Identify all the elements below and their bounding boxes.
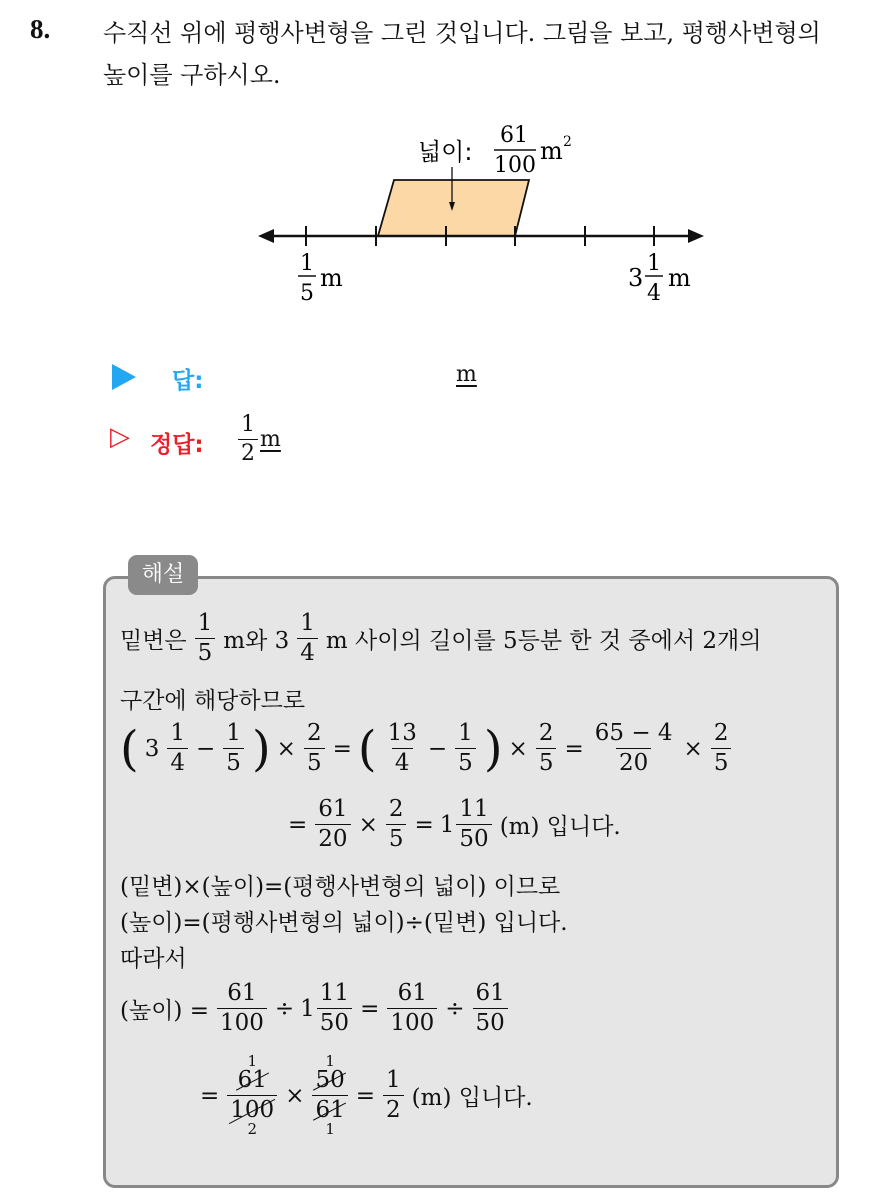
left-label-den: 5 xyxy=(300,281,314,306)
left-arrow xyxy=(258,229,274,243)
correct-value: $\frac{1}{2}$ m xyxy=(236,414,281,465)
left-label-unit: m xyxy=(320,264,343,292)
question-text-line2: 높이를 구하시오. xyxy=(103,61,281,89)
area-den: 100 xyxy=(494,153,536,178)
explanation-line-1: 밑변은 $\frac{1}{5}$ m와 3 $\frac{1}{4}$ m 사이의 길이를 5등분 한 것 중에서 2개의 xyxy=(120,610,762,666)
area-label: 넓이: xyxy=(418,138,473,166)
explanation-line-7: 따라서 xyxy=(120,946,187,972)
explanation-line-8: (높이) = $\frac{61}{100}$ ÷ 1 $\frac{11}{50}$ = $\frac{61}{100}$ ÷ $\frac{61}{50}$ xyxy=(120,982,510,1035)
correct-label: 정답: xyxy=(150,432,204,458)
answer-label: 답: xyxy=(172,368,204,394)
question-number: 8. xyxy=(30,14,51,44)
right-arrow xyxy=(688,229,704,243)
explanation-line-3: ( 3 $\frac{1}{4}$ − $\frac{1}{5}$ ) × $\frac{2}{5}$ = ( $\frac{13}{4}$ − $\frac{1}{5}$ ) × $\frac{2}{5}$ = $\frac{65 - 4}{20}$ × $\frac{2}{5}$ xyxy=(120,722,733,775)
area-num: 61 xyxy=(500,123,528,148)
answer-unit: m xyxy=(456,362,477,387)
explanation-tag: 해설 xyxy=(128,555,198,595)
right-label-whole: 3 xyxy=(628,264,644,292)
explanation-line-4: = $\frac{61}{20}$ × $\frac{2}{5}$ = 1 $\frac{11}{50}$ (m) 입니다. xyxy=(288,796,621,852)
parallelogram xyxy=(378,180,529,236)
area-exp: 2 xyxy=(563,134,572,150)
explanation-line-5: (밑변)×(높이)=(평행사변형의 넓이) 이므로 xyxy=(120,874,561,900)
area-unit: m xyxy=(540,137,563,165)
number-line-figure xyxy=(240,112,720,312)
correct-marker-icon: ▷ xyxy=(110,422,130,452)
question-text-line1: 수직선 위에 평행사변형을 그린 것입니다. 그림을 보고, 평행사변형의 xyxy=(103,19,821,47)
question-text xyxy=(103,12,873,96)
answer-marker-icon xyxy=(112,364,136,390)
left-label-num: 1 xyxy=(300,251,314,276)
explanation-line-9: = 1 61 100 2 × 1 50 61 1 = $\frac{1}{2}$ (m) 입니다. xyxy=(200,1052,533,1138)
right-label-unit: m xyxy=(668,264,691,292)
right-label-num: 1 xyxy=(647,251,661,276)
explanation-line-2: 구간에 해당하므로 xyxy=(120,688,306,714)
explanation-line-6: (높이)=(평행사변형의 넓이)÷(밑변) 입니다. xyxy=(120,910,568,936)
right-label-den: 4 xyxy=(647,281,661,306)
